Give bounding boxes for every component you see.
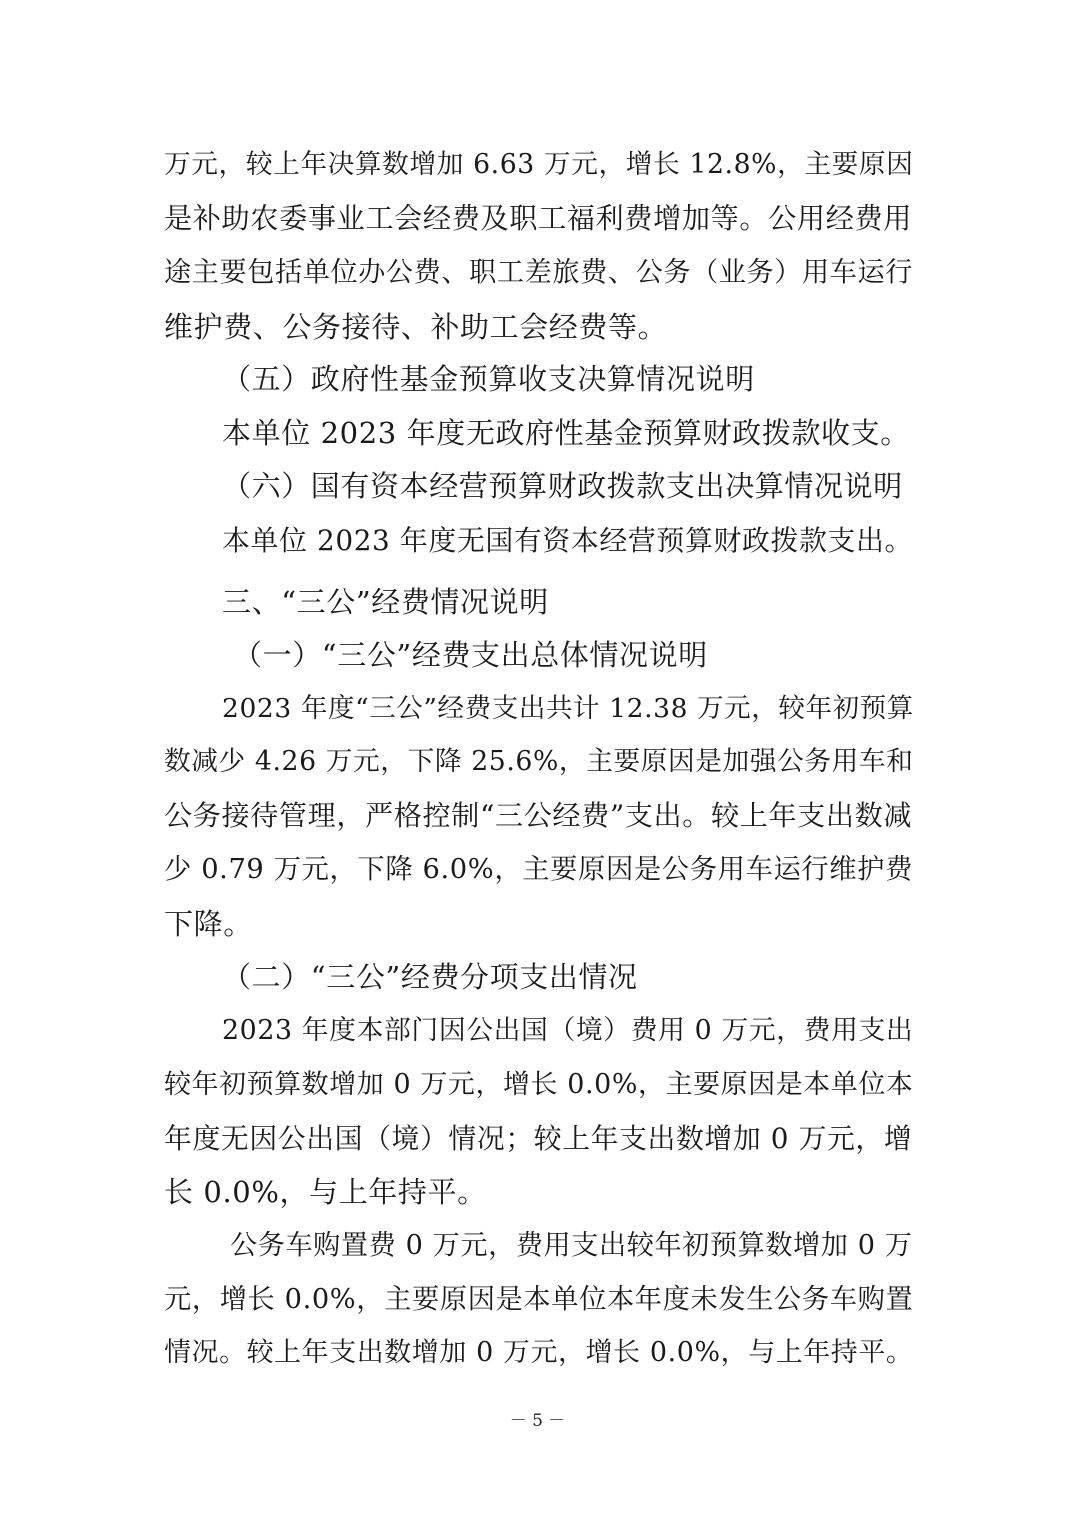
body-text-line: 情况。较上年支出数增加 0 万元，增长 0.0%，与上年持平。 [164, 1337, 914, 1368]
body-text-line: 数减少 4.26 万元，下降 25.6%，主要原因是加强公务用车和 [164, 746, 914, 777]
body-text-line: 2023 年度本部门因公出国（境）费用 0 万元，费用支出 [222, 1015, 914, 1046]
section-heading-1: （一）“三公”经费支出总体情况说明 [233, 638, 708, 672]
body-text-line: 公务车购置费 0 万元，费用支出较年初预算数增加 0 万 [230, 1230, 913, 1261]
body-text-line: 本单位 2023 年度无国有资本经营预算财政拨款支出。 [222, 524, 913, 557]
chapter-heading-three-public: 三、“三公”经费情况说明 [222, 585, 549, 619]
body-text-line: 途主要包括单位办公费、职工差旅费、公务（业务）用车运行 [164, 257, 913, 288]
section-heading-5: （五）政府性基金预算收支决算情况说明 [222, 362, 755, 396]
section-heading-2: （二）“三公”经费分项支出情况 [222, 960, 638, 994]
body-text-line: 万元，较上年决算数增加 6.63 万元，增长 12.8%，主要原因 [164, 149, 914, 180]
body-text-line: 下降。 [164, 907, 253, 941]
body-text-line: 本单位 2023 年度无政府性基金预算财政拨款收支。 [222, 416, 910, 450]
body-text-line: 元，增长 0.0%，主要原因是本单位本年度未发生公务车购置 [164, 1284, 914, 1315]
body-text-line: 维护费、公务接待、补助工会经费等。 [164, 310, 668, 344]
page-number: － 5 － [509, 1411, 566, 1431]
section-heading-6: （六）国有资本经营预算财政拨款支出决算情况说明 [222, 469, 903, 503]
body-text-line: 年度无因公出国（境）情况；较上年支出数增加 0 万元，增 [164, 1122, 913, 1155]
body-text-line: 长 0.0%，与上年持平。 [164, 1175, 487, 1209]
body-text-line: 2023 年度“三公”经费支出共计 12.38 万元，较年初预算 [222, 693, 914, 724]
body-text-line: 少 0.79 万元，下降 6.0%，主要原因是公务用车运行维护费 [164, 854, 914, 885]
body-text-line: 公务接待管理，严格控制“三公经费”支出。较上年支出数减 [164, 799, 913, 832]
body-text-line: 是补助农委事业工会经费及职工福利费增加等。公用经费用 [164, 202, 912, 235]
body-text-line: 较年初预算数增加 0 万元，增长 0.0%，主要原因是本单位本 [164, 1069, 914, 1100]
